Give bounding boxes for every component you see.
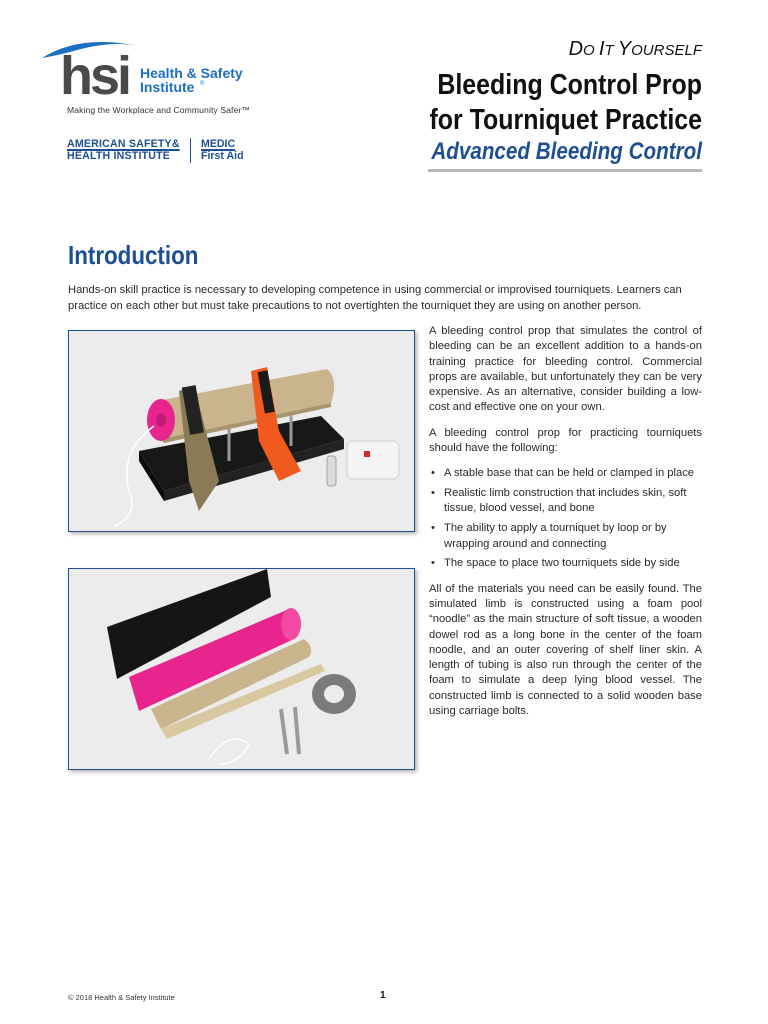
header-rule (428, 169, 702, 172)
medic-first-aid-wordmark (201, 138, 244, 162)
list-item-text: The space to place two tourniquets side by side (444, 557, 680, 570)
body-column (429, 324, 702, 729)
list-item-text: The ability to apply a tourniquet by loop or by wrapping around and connecting (444, 522, 667, 550)
list-item (429, 556, 702, 571)
logo-registered-mark: ® (200, 81, 205, 87)
bullet-dot: • (431, 487, 435, 500)
document-subtitle: Advanced Bleeding Control (431, 138, 702, 165)
asHI-wordmark (67, 138, 180, 162)
org2-line1: MEDIC (201, 138, 236, 150)
materials-photo (68, 568, 415, 770)
org1-line1: AMERICAN SAFETY& (67, 138, 180, 150)
series-i: I (598, 38, 605, 60)
list-item (429, 466, 702, 481)
paragraph-1: A bleeding control prop that simulates the control of bleeding can be an excellent addition to a hands-on training practice for bleeding control. Commercial props are available, but unfortunately they can be very expensive. As an alternative, consider building a low-cost and effective one on your own. (429, 325, 702, 414)
series-o: O (583, 42, 599, 59)
series-d: D (568, 38, 584, 60)
org-divider (190, 138, 191, 163)
list-item (429, 486, 702, 517)
paragraph-2: A bleeding control prop for practicing tourniquets should have the following: (429, 426, 702, 455)
bullet-dot: • (431, 467, 435, 480)
series-label (569, 38, 702, 61)
title-line2: for Tourniquet Practice (429, 104, 702, 136)
copyright-notice: © 2018 Health & Safety Institute (68, 993, 175, 1002)
brand-tagline: Making the Workplace and Community Safer™ (67, 105, 251, 115)
org1-line2: HEALTH INSTITUTE (67, 150, 171, 162)
bullet-dot: • (431, 522, 435, 535)
logo-name-line1: Health & Safety (140, 65, 243, 81)
logo-name-line2: Institute (140, 79, 195, 95)
requirements-list (429, 466, 702, 571)
page-number: 1 (380, 990, 386, 1001)
list-item-text: Realistic limb construction that includes skin, soft tissue, blood vessel, and bone (444, 487, 687, 515)
series-ourself: OURSELF (631, 42, 702, 59)
org2-line2: First Aid (201, 150, 244, 162)
series-t: T (604, 42, 618, 59)
series-y: Y (617, 38, 632, 60)
paragraph-3: All of the materials you need can be easily found. The simulated limb is constructed using a foam pool “noodle” as the main structure of soft tissue, a wooden dowel rod as a long bone in the center of the foam noodle, and an outer covering of shelf liner skin. A length of tubing is also run through the center of the foam to simulate a deep lying blood vessel. The constructed limb is connected to a solid wooden base using carriage bolts. (429, 582, 702, 718)
logo-hsi-text: hsi (60, 46, 130, 106)
introduction-paragraph: Hands-on skill practice is necessary to developing competence in using commercial or improvised tourniquets. Learners can practice on each other but must take precautions to not overtighten the tourniquet they are using on another person. (68, 284, 682, 312)
introduction-heading: Introduction (68, 240, 199, 270)
title-line1: Bleeding Control Prop (437, 69, 702, 101)
document-title (418, 68, 702, 138)
bullet-dot: • (431, 557, 435, 570)
list-item-text: A stable base that can be held or clamped in place (444, 467, 695, 480)
assembled-prop-photo (68, 330, 415, 532)
list-item (429, 521, 702, 552)
